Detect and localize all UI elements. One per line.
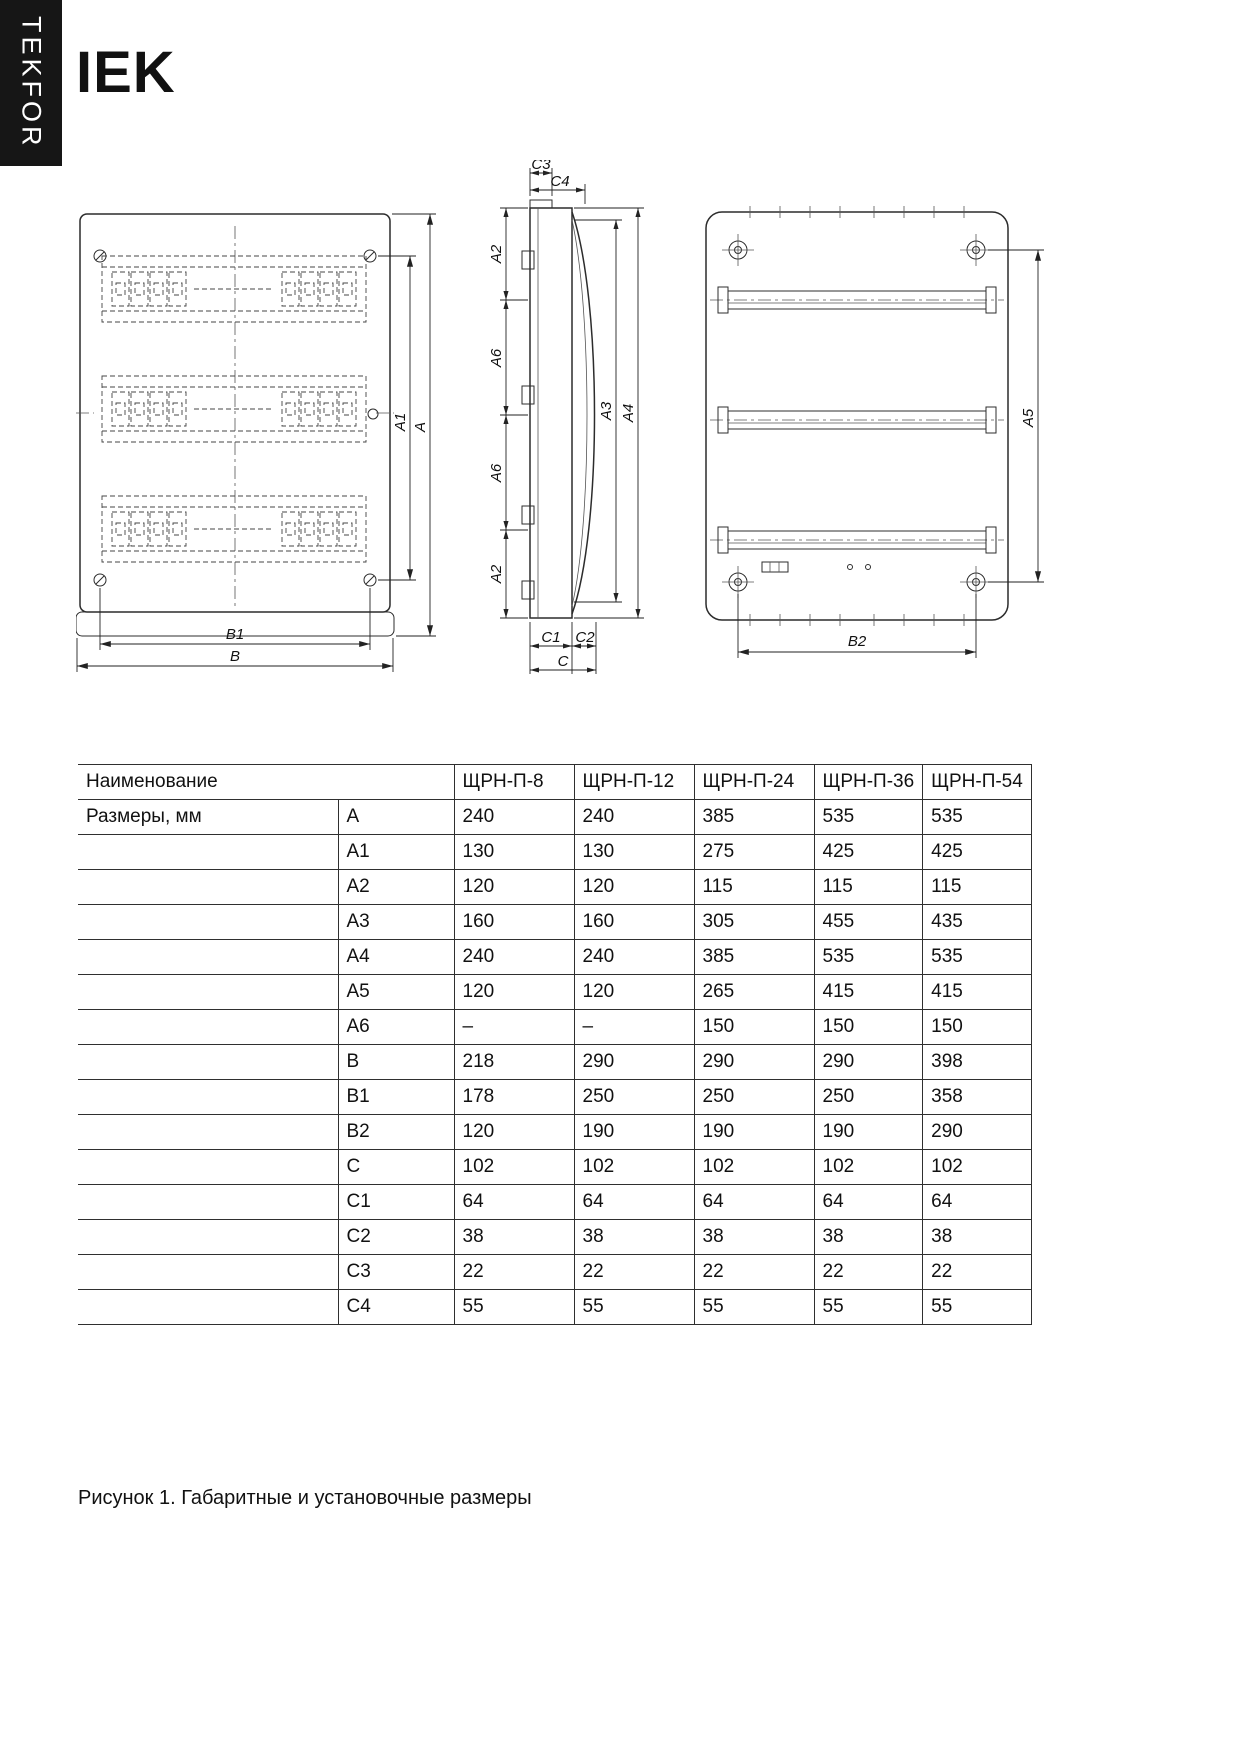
dimension-value: 150 (694, 1010, 814, 1045)
dimension-value: 38 (454, 1220, 574, 1255)
dimension-value: 130 (574, 835, 694, 870)
dimension-value: 22 (814, 1255, 923, 1290)
dimension-value: 120 (574, 975, 694, 1010)
table-row (78, 800, 1031, 835)
dimension-value: 385 (694, 800, 814, 835)
row-group-label (78, 975, 338, 1010)
dimension-value: 102 (574, 1150, 694, 1185)
dimension-value: 250 (694, 1080, 814, 1115)
dimension-letter: B (338, 1045, 454, 1080)
door-lock (368, 409, 378, 419)
dim-label-a2-bottom: A2 (488, 564, 505, 584)
back-view-drawing (698, 196, 1058, 676)
dimension-value: 425 (814, 835, 923, 870)
iek-logo: IEK (76, 40, 176, 105)
dimension-value: 385 (694, 940, 814, 975)
dimension-value: 290 (694, 1045, 814, 1080)
table-row (78, 1255, 1031, 1290)
dimension-value: 115 (923, 870, 1032, 905)
dimension-value: 64 (923, 1185, 1032, 1220)
dimension-letter: A (338, 800, 454, 835)
dim-label-c: C (557, 653, 569, 670)
dim-label-c2: C2 (575, 629, 595, 646)
dimension-value: 415 (923, 975, 1032, 1010)
dim-label-a4: A4 (620, 403, 637, 423)
dimension-value: 190 (694, 1115, 814, 1150)
dimension-value: 398 (923, 1045, 1032, 1080)
dimension-value: 22 (694, 1255, 814, 1290)
dimension-value: 38 (694, 1220, 814, 1255)
back-dimension-lines (738, 250, 1044, 658)
table-row (78, 905, 1031, 940)
dimensions-table-body (78, 800, 1031, 1325)
dimension-value: 22 (923, 1255, 1032, 1290)
enclosure-side-profile (522, 200, 595, 618)
table-row (78, 1290, 1031, 1325)
dimension-value: 240 (454, 800, 574, 835)
header-model-3: ЩРН-П-24 (694, 765, 814, 800)
dimension-value: 55 (923, 1290, 1032, 1325)
dimension-value: 102 (694, 1150, 814, 1185)
table-header-row (78, 765, 1031, 800)
dimension-letter: C (338, 1150, 454, 1185)
header-model-4: ЩРН-П-36 (814, 765, 923, 800)
dimension-letter: A3 (338, 905, 454, 940)
table-row (78, 835, 1031, 870)
mounting-holes (722, 234, 992, 598)
din-module-rows (102, 256, 366, 562)
dim-label-a1: A1 (392, 412, 409, 432)
dimension-value: 102 (923, 1150, 1032, 1185)
dimension-value: 535 (814, 940, 923, 975)
dimension-value: 38 (574, 1220, 694, 1255)
table-row (78, 940, 1031, 975)
row-group-label (78, 1255, 338, 1290)
dim-label-a3: A3 (598, 401, 615, 421)
dimension-value: 120 (574, 870, 694, 905)
dimension-letter: A6 (338, 1010, 454, 1045)
side-view-drawing (486, 160, 666, 680)
dimension-letter: C2 (338, 1220, 454, 1255)
dimension-value: 115 (694, 870, 814, 905)
table-row (78, 1150, 1031, 1185)
row-group-label (78, 1290, 338, 1325)
dimension-value: 115 (814, 870, 923, 905)
dim-label-a6-upper: A6 (488, 348, 505, 368)
dimension-value: 535 (923, 940, 1032, 975)
dimension-letter: B2 (338, 1115, 454, 1150)
dimension-value: 55 (694, 1290, 814, 1325)
dimension-value: 240 (574, 940, 694, 975)
table-row (78, 1045, 1031, 1080)
dimensions-table (78, 764, 1032, 1325)
dim-label-a: A (412, 421, 429, 433)
dimension-value: 425 (923, 835, 1032, 870)
dim-label-b1: B1 (225, 626, 245, 643)
dimension-value: 265 (694, 975, 814, 1010)
dimension-value: 455 (814, 905, 923, 940)
dimension-value: 120 (454, 1115, 574, 1150)
enclosure-back-outline (706, 212, 1008, 620)
row-group-label (78, 835, 338, 870)
dimension-value: 290 (574, 1045, 694, 1080)
dim-label-c4: C4 (550, 173, 570, 190)
header-model-2: ЩРН-П-12 (574, 765, 694, 800)
brand-vertical-text: TEKFOR (16, 16, 47, 150)
dimension-value: – (574, 1010, 694, 1045)
dim-label-a5: A5 (1020, 408, 1037, 428)
dimension-letter: A1 (338, 835, 454, 870)
dimension-value: 55 (814, 1290, 923, 1325)
table-row (78, 1115, 1031, 1150)
dimension-value: 305 (694, 905, 814, 940)
dimension-value: 160 (574, 905, 694, 940)
dimension-value: 38 (923, 1220, 1032, 1255)
table-row (78, 975, 1031, 1010)
dimension-value: 190 (814, 1115, 923, 1150)
row-group-label (78, 1080, 338, 1115)
dimension-letter: A2 (338, 870, 454, 905)
dimension-value: 64 (694, 1185, 814, 1220)
dimension-letter: B1 (338, 1080, 454, 1115)
dimension-value: 240 (574, 800, 694, 835)
row-group-label (78, 940, 338, 975)
dimension-value: 535 (923, 800, 1032, 835)
header-model-1: ЩРН-П-8 (454, 765, 574, 800)
row-group-label (78, 1220, 338, 1255)
row-group-label (78, 870, 338, 905)
row-group-label (78, 1045, 338, 1080)
header-model-5: ЩРН-П-54 (923, 765, 1032, 800)
din-rail-clamps (522, 251, 534, 599)
dim-label-c1: C1 (541, 629, 561, 646)
dimension-value: – (454, 1010, 574, 1045)
row-group-label (78, 1150, 338, 1185)
dimension-value: 130 (454, 835, 574, 870)
dimension-value: 22 (454, 1255, 574, 1290)
row-group-label (78, 1115, 338, 1150)
figure-caption: Рисунок 1. Габаритные и установочные размеры (78, 1487, 532, 1509)
dimension-value: 22 (574, 1255, 694, 1290)
dimension-letter: A4 (338, 940, 454, 975)
dimension-value: 64 (814, 1185, 923, 1220)
table-row (78, 1185, 1031, 1220)
dim-label-b: B (229, 648, 241, 665)
dimension-value: 120 (454, 870, 574, 905)
dimension-value: 190 (574, 1115, 694, 1150)
dimension-value: 240 (454, 940, 574, 975)
dimension-value: 150 (814, 1010, 923, 1045)
dim-label-a2-top: A2 (488, 244, 505, 264)
dimension-letter: C1 (338, 1185, 454, 1220)
dimension-value: 290 (923, 1115, 1032, 1150)
dimension-value: 435 (923, 905, 1032, 940)
dimension-value: 160 (454, 905, 574, 940)
row-group-label: Размеры, мм (78, 800, 338, 835)
front-view-drawing (76, 198, 436, 678)
dimension-value: 102 (814, 1150, 923, 1185)
dimension-value: 38 (814, 1220, 923, 1255)
dim-label-a6-lower: A6 (488, 463, 505, 483)
dimension-value: 102 (454, 1150, 574, 1185)
dimension-value: 535 (814, 800, 923, 835)
dimension-value: 250 (574, 1080, 694, 1115)
dimension-letter: C4 (338, 1290, 454, 1325)
dimension-value: 275 (694, 835, 814, 870)
dimension-value: 250 (814, 1080, 923, 1115)
brand-sidebar (0, 0, 62, 166)
dimension-letter: C3 (338, 1255, 454, 1290)
dimension-value: 358 (923, 1080, 1032, 1115)
dimension-value: 55 (454, 1290, 574, 1325)
dim-label-c3: C3 (531, 160, 551, 173)
knockout-ticks (750, 206, 964, 626)
bottom-markings (762, 562, 871, 572)
row-group-label (78, 905, 338, 940)
dimension-value: 64 (574, 1185, 694, 1220)
dim-label-b2: B2 (847, 633, 867, 650)
dimension-value: 55 (574, 1290, 694, 1325)
dimension-value: 178 (454, 1080, 574, 1115)
dimension-value: 218 (454, 1045, 574, 1080)
table-row (78, 1010, 1031, 1045)
header-name: Наименование (78, 765, 454, 800)
dimension-value: 64 (454, 1185, 574, 1220)
din-rails (710, 287, 1004, 553)
dimension-value: 415 (814, 975, 923, 1010)
table-row (78, 1220, 1031, 1255)
dimension-value: 150 (923, 1010, 1032, 1045)
table-row (78, 1080, 1031, 1115)
dimension-value: 120 (454, 975, 574, 1010)
dimension-value: 290 (814, 1045, 923, 1080)
row-group-label (78, 1010, 338, 1045)
dimension-letter: A5 (338, 975, 454, 1010)
table-row (78, 870, 1031, 905)
row-group-label (78, 1185, 338, 1220)
